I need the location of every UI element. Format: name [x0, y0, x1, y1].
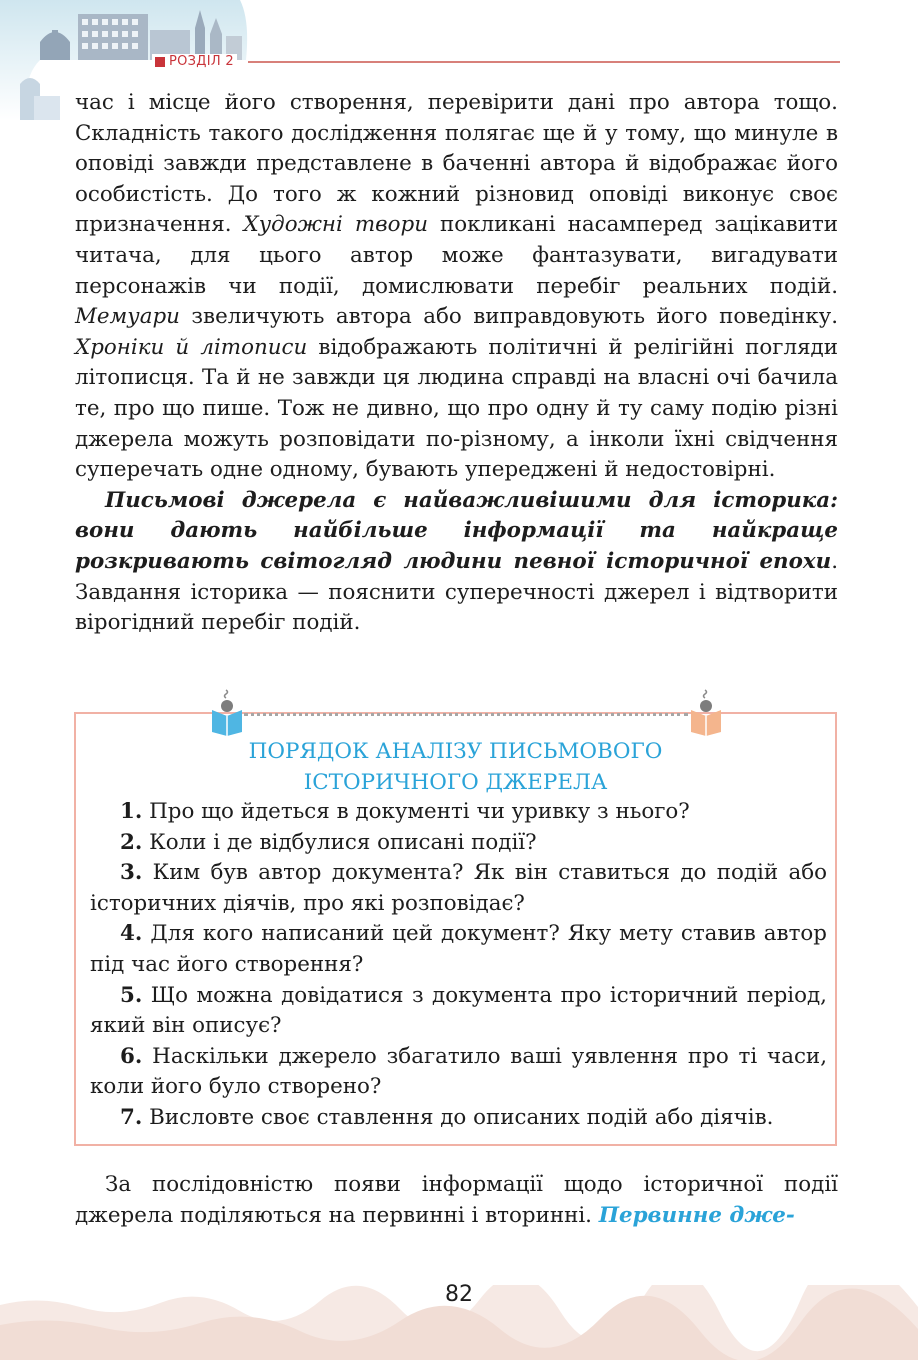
main-text — [75, 88, 838, 639]
list-item: 1. Про що йдеться в документі чи уривку з нього? — [120, 799, 690, 824]
analysis-steps-list — [90, 797, 827, 1134]
paragraph-3: За послідовністю появи інформації щодо історичної події джерела поділяються на первинні і вторинні. Первинне дже- — [75, 1172, 838, 1228]
paragraph-2: Письмові джерела є найважливішими для історика: вони дають найбільше інформації та найкраще розкривають світогляд людини певної історичної епохи. Завдання історика — пояснити суперечності джерел і відтворити вірогідний перебіг подій. — [75, 487, 838, 636]
section-square-icon — [155, 57, 165, 67]
term-chronicles: Хроніки й літописи — [75, 334, 308, 360]
analysis-box-title: ПОРЯДОК АНАЛІЗУ ПИСЬМОВОГО ІСТОРИЧНОГО ДЖЕРЕЛА — [248, 739, 663, 795]
list-item: 3. Ким був автор документа? Як він ставиться до подій або історичних діячів, про які розповідає? — [90, 860, 827, 916]
term-memoirs: Мемуари — [75, 304, 180, 330]
list-item: 4. Для кого написаний цей документ? Яку мету ставив автор під час його створення? — [90, 921, 827, 977]
paragraph-1: час і місце його створення, перевірити дані про автора тощо. Складність такого дослідження полягає ще й у тому, що минуле в оповіді завжди представлене в баченні автора й відображає його особистість. До того ж кожний різновид оповіді виконує своє призначення. Художні твори покликані насамперед зацікавити читача, для цього автор може фантазувати, вигадувати персонажів чи події, домислювати перебіг реальних подій. Мемуари звеличують автора або виправдовують його поведінку. Хроніки й літописи відображають політичні й релігійні погляди літописця. Та й не завжди ця людина справді на власні очі бачила те, про що пише. Тож не дивно, що про одну й ту саму подію різні джерела можуть розповідати по-різному, а інколи їхні свідчення суперечать одне одному, бувають упереджені й недостовірні. — [75, 90, 838, 483]
header-rule — [248, 61, 840, 63]
list-item: 2. Коли і де відбулися описані події? — [120, 829, 537, 855]
section-label: РОЗДІЛ 2 — [169, 54, 234, 69]
list-item: 6. Наскільки джерело збагатило ваші уявлення про ті часи, коли його було створено? — [90, 1043, 827, 1100]
term-primary-source: Первинне дже- — [598, 1202, 795, 1228]
section-badge — [152, 54, 237, 69]
book-icon-blue — [210, 688, 244, 736]
key-statement: Письмові джерела є найважливішими для історика: вони дають найбільше інформації та найкраще розкривають світогляд людини певної історичної епохи — [75, 487, 838, 574]
list-item: 7. Висловте своє ставлення до описаних подій або діячів. — [120, 1104, 774, 1130]
dotted-divider — [244, 713, 688, 716]
list-item: 5. Що можна довідатися з документа про історичний період, який він описує? — [90, 982, 827, 1039]
page-number: 82 — [445, 1282, 473, 1307]
term-art-works: Художні твори — [243, 212, 428, 238]
bottom-text — [75, 1170, 838, 1231]
book-icon-orange — [689, 688, 723, 736]
